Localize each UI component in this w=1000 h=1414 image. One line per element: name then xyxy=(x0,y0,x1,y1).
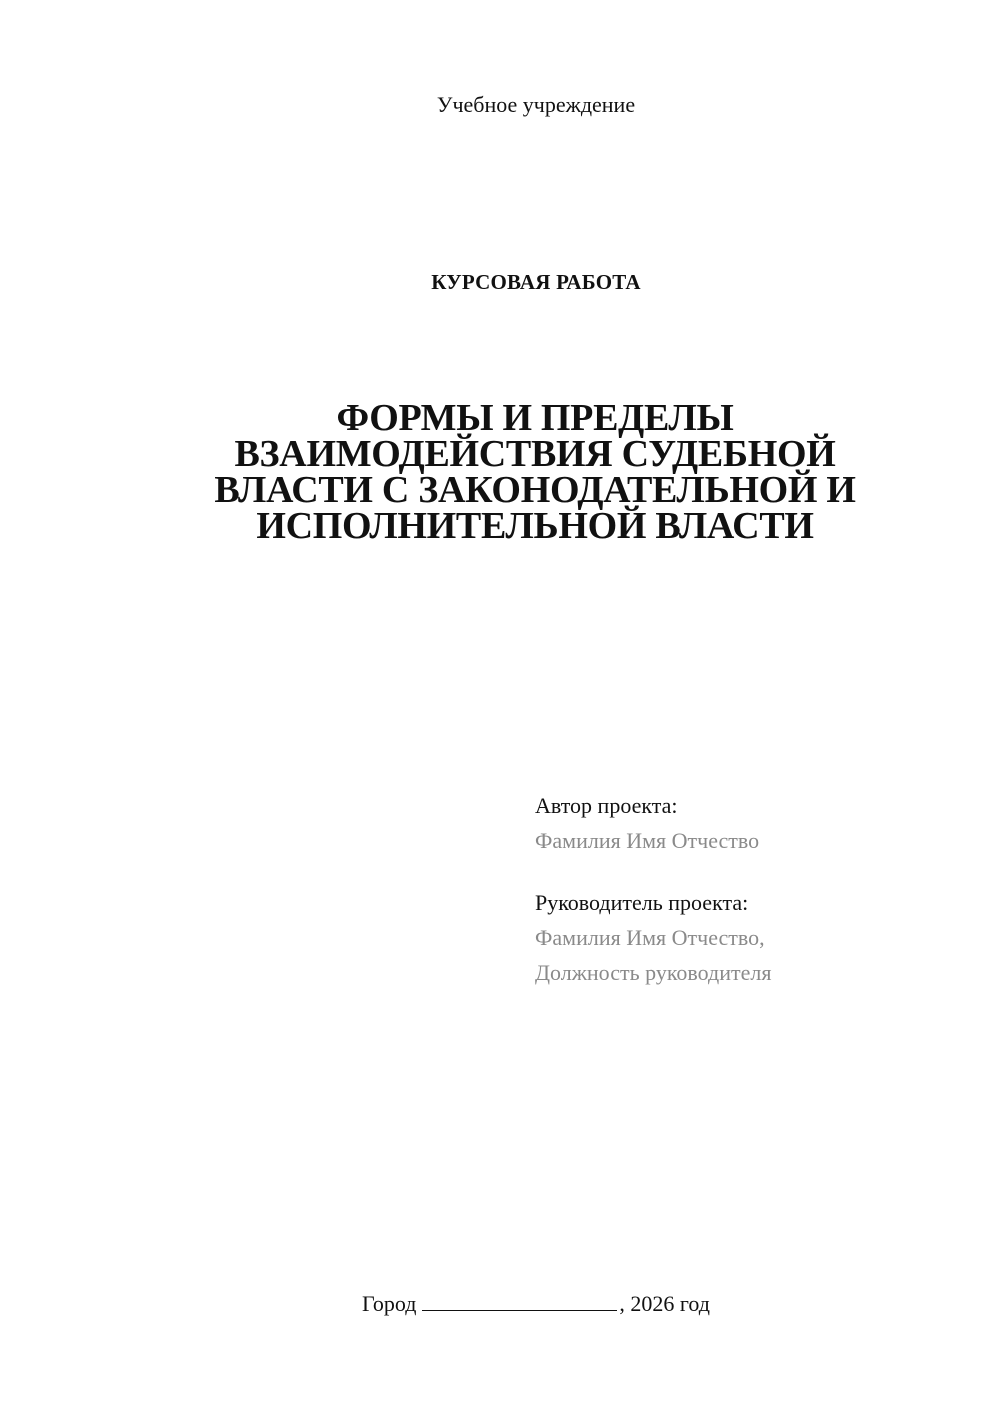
title-line-1: ФОРМЫ И ПРЕДЕЛЫ xyxy=(336,397,734,439)
city-label: Город xyxy=(362,1291,417,1316)
city-year-line xyxy=(72,1290,1000,1318)
meta-spacer xyxy=(535,858,771,885)
city-blank-underline xyxy=(422,1290,617,1311)
project-meta-block xyxy=(535,788,771,990)
title-line-3: ВЛАСТИ С ЗАКОНОДАТЕЛЬНОЙ И xyxy=(214,469,856,511)
author-label: Автор проекта: xyxy=(535,793,678,818)
year-text: , 2026 год xyxy=(619,1291,710,1316)
institution-name: Учебное учреждение xyxy=(436,92,636,117)
work-type-heading: КУРСОВАЯ РАБОТА xyxy=(431,270,641,294)
document-title xyxy=(150,397,920,547)
supervisor-name: Фамилия Имя Отчество, xyxy=(535,925,765,950)
title-line-4: ИСПОЛНИТЕЛЬНОЙ ВЛАСТИ xyxy=(256,505,814,547)
supervisor-label: Руководитель проекта: xyxy=(535,890,749,915)
author-name: Фамилия Имя Отчество xyxy=(535,828,760,853)
title-line-2: ВЗАИМОДЕЙСТВИЯ СУДЕБНОЙ xyxy=(234,433,836,475)
supervisor-position: Должность руководителя xyxy=(535,960,772,985)
